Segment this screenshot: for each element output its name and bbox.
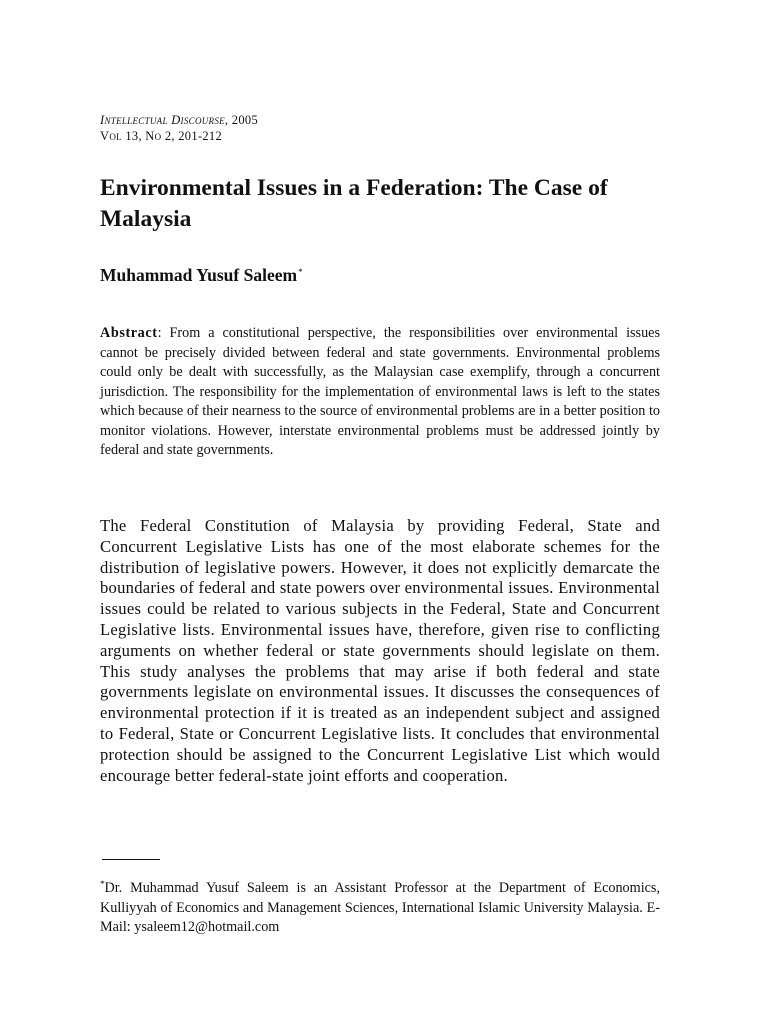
paper-title: Environmental Issues in a Federation: The Case of Malaysia: [100, 175, 608, 232]
author-line: [100, 265, 303, 286]
footnote-divider: [102, 859, 160, 860]
author-name: Muhammad Yusuf Saleem: [100, 265, 298, 285]
journal-name: Intellectual Discourse,: [100, 113, 229, 127]
footnote-mark: *: [100, 879, 105, 889]
footnote-text: Dr. Muhammad Yusuf Saleem is an Assistant Professor at the Department of Economics, Kulliyyah of Economics and Management Sciences, International Islamic University Malaysia. E-Mail: ysaleem12@hotmail.com: [100, 880, 660, 935]
paper-page: [100, 0, 660, 1024]
abstract: [100, 324, 660, 461]
footnote: [100, 875, 660, 938]
journal-volume: Vol 13, No 2, 201-212: [100, 129, 223, 143]
abstract-label: Abstract: [100, 325, 158, 341]
abstract-text: From a constitutional perspective, the responsibilities over environmental issues cannot be precisely divided between federal and state governments. Environmental problems could only be dealt with successfully, as the Malaysian case exemplify, through a concurrent jurisdiction. The responsibility for the implementation of environmental laws is left to the states which because of their nearness to the source of environmental problems are in a better position to monitor violations. However, interstate environmental problems must be addressed jointly by federal and state governments.: [100, 325, 660, 458]
journal-header: [100, 112, 258, 144]
journal-year: 2005: [231, 113, 258, 127]
author-footnote-mark: *: [298, 267, 303, 277]
body-paragraph: The Federal Constitution of Malaysia by providing Federal, State and Concurrent Legislative Lists has one of the most elaborate schemes for the distribution of legislative powers. However, it does not explicitly demarcate the boundaries of federal and state powers over environmental issues. Environmental issues could be related to various subjects in the Federal, State and Concurrent Legislative lists. Environmental issues have, therefore, given rise to conflicting arguments on whether federal or state governments should legislate on them. This study analyses the problems that may arise if both federal and state governments legislate on environmental issues. It discusses the consequences of environmental protection if it is treated as an independent subject and assigned to Federal, State or Concurrent Legislative lists. It concludes that environmental protection should be assigned to the Concurrent Legislative List which would encourage better federal-state joint efforts and cooperation.: [100, 516, 660, 785]
abstract-separator: :: [157, 325, 162, 341]
